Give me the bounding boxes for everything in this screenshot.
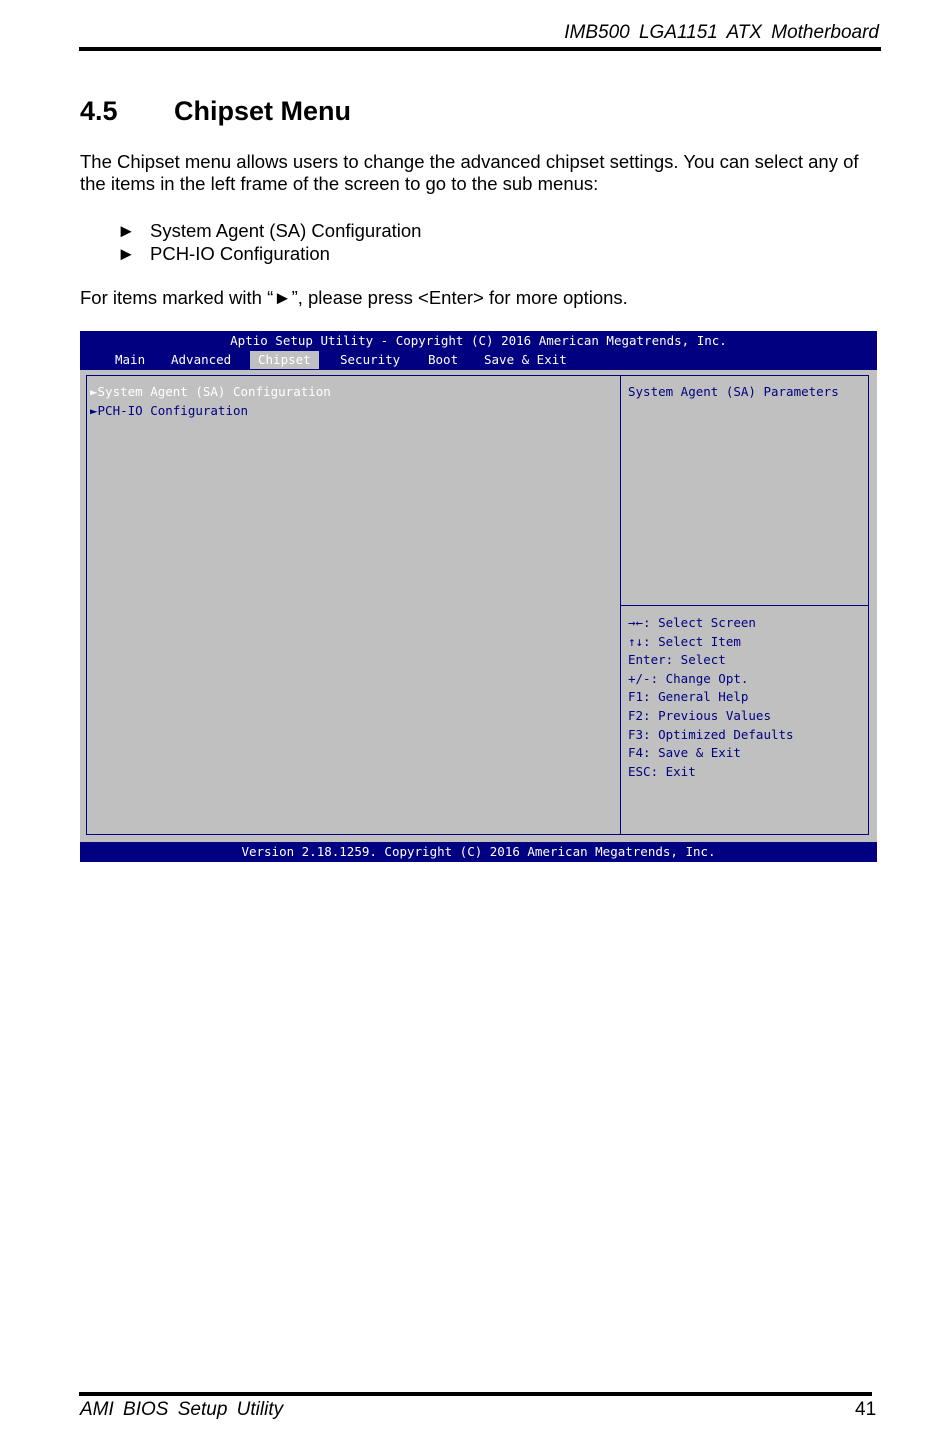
section-title: Chipset Menu: [174, 96, 352, 126]
key-hint: F4: Save & Exit: [628, 745, 741, 761]
key-legend: [628, 614, 794, 781]
key-hint: ESC: Exit: [628, 763, 696, 779]
bullet-text: PCH-IO Configuration: [150, 243, 330, 264]
key-hint: +/-: Change Opt.: [628, 670, 749, 686]
bullet-text: System Agent (SA) Configuration: [150, 220, 422, 241]
header-divider: [79, 47, 881, 51]
submenu-bullet-list: [117, 219, 421, 265]
footer-title: AMI BIOS Setup Utility: [80, 1399, 284, 1420]
tab-advanced[interactable]: Advanced: [171, 352, 232, 367]
menu-item-pch-io[interactable]: ►PCH-IO Configuration: [90, 403, 249, 418]
key-hint: F3: Optimized Defaults: [628, 726, 794, 742]
key-hint: ↑↓: Select Item: [628, 633, 741, 649]
tab-save-exit[interactable]: Save & Exit: [484, 352, 567, 367]
bullet-item: [117, 219, 421, 242]
key-hint: F1: General Help: [628, 689, 749, 705]
document-header-title: IMB500 LGA1151 ATX Motherboard: [564, 22, 879, 43]
intro-paragraph: The Chipset menu allows users to change the advanced chipset settings. You can select any of the items in the left frame of the screen to go to the sub menus:: [80, 151, 859, 194]
bios-screenshot: [80, 331, 877, 862]
key-hint: F2: Previous Values: [628, 707, 771, 723]
footer-divider: [79, 1392, 872, 1396]
arrow-icon: ►: [117, 243, 136, 264]
tab-main[interactable]: Main: [115, 352, 146, 367]
bios-version-bar: Version 2.18.1259. Copyright (C) 2016 American Megatrends, Inc.: [80, 842, 877, 862]
key-hint: Enter: Select: [628, 652, 726, 668]
note-paragraph: For items marked with “►”, please press <Enter> for more options.: [80, 287, 628, 308]
section-number: 4.5: [80, 96, 118, 126]
tab-security[interactable]: Security: [340, 352, 401, 367]
bios-title: Aptio Setup Utility - Copyright (C) 2016 American Megatrends, Inc.: [230, 333, 727, 348]
key-hint: →←: Select Screen: [628, 615, 756, 630]
menu-item-system-agent[interactable]: ►System Agent (SA) Configuration: [90, 384, 331, 399]
arrow-icon: ►: [117, 220, 136, 241]
tab-boot[interactable]: Boot: [428, 352, 459, 367]
tab-chipset[interactable]: Chipset: [250, 351, 319, 369]
help-description: System Agent (SA) Parameters: [628, 384, 839, 399]
bullet-item: [117, 242, 421, 265]
bios-title-bar: [80, 331, 877, 370]
section-heading: [80, 96, 351, 127]
bios-help-divider: [621, 605, 869, 606]
page-number: 41: [855, 1399, 877, 1420]
